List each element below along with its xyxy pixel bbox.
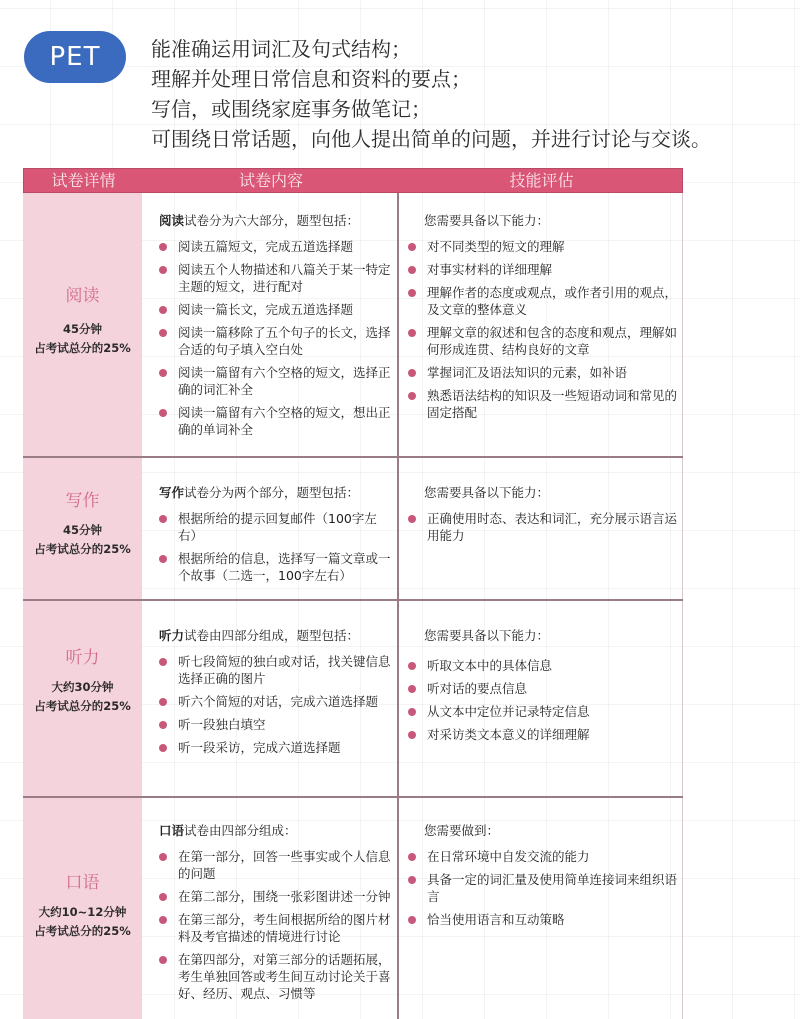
list-item: 对不同类型的短文的理解 (408, 238, 678, 255)
list-item: 阅读一篇移除了五个句子的长文，选择合适的句子填入空白处 (159, 324, 395, 358)
list-item: 在第一部分，回答一些事实或个人信息的问题 (159, 848, 395, 882)
bullet-icon (408, 369, 416, 377)
list-item: 阅读一篇长文，完成五道选择题 (159, 301, 395, 318)
list-item: 阅读五个人物描述和八篇关于某一特定主题的短文，进行配对 (159, 261, 395, 295)
bullet-icon (408, 392, 416, 400)
skill-lead: 您需要具备以下能力： (424, 213, 550, 228)
list-item: 阅读五篇短文，完成五道选择题 (159, 238, 395, 255)
list-item: 听取文本中的具体信息 (408, 657, 678, 674)
intro-line: 可围绕日常话题，向他人提出简单的问题，并进行讨论与交谈。 (151, 127, 711, 151)
list-item: 对采访类文本意义的详细理解 (408, 726, 678, 743)
category-duration: 大约10~12分钟 (38, 905, 127, 919)
bullet-icon (408, 685, 416, 693)
bullet-icon (159, 721, 167, 729)
exam-table (23, 168, 684, 1019)
table-header (23, 168, 683, 193)
bullet-icon (159, 956, 167, 964)
content-cell (159, 627, 395, 762)
list-item: 在日常环境中自发交流的能力 (408, 848, 678, 865)
list-item: 根据所给的信息，选择写一篇文章或一个故事（二选一，100字左右） (159, 550, 395, 584)
category-cell (23, 486, 142, 559)
bullet-icon (159, 329, 167, 337)
header-exam-content: 试卷内容 (238, 171, 303, 190)
table-row-listening (23, 601, 683, 796)
bullet-icon (408, 266, 416, 274)
list-item: 掌握词汇及语法知识的元素，如补语 (408, 364, 678, 381)
list-item: 阅读一篇留有六个空格的短文，选择正确的词汇补全 (159, 364, 395, 398)
category-duration: 45分钟 (62, 322, 102, 336)
category-cell (23, 643, 142, 716)
bullet-icon (159, 893, 167, 901)
bullet-icon (408, 289, 416, 297)
content-lead: 写作试卷分为两个部分，题型包括： (159, 485, 360, 500)
category-cell (23, 281, 142, 358)
intro-line: 理解并处理日常信息和资料的要点； (151, 67, 471, 91)
list-item: 在第三部分，考生间根据所给的图片材料及考官描述的情境进行讨论 (159, 911, 395, 945)
bullet-icon (159, 555, 167, 563)
bullet-icon (159, 266, 167, 274)
bullet-icon (159, 853, 167, 861)
bullet-icon (159, 744, 167, 752)
category-duration: 大约30分钟 (51, 680, 114, 694)
skill-lead: 您需要具备以下能力： (424, 628, 550, 643)
list-item: 在第四部分，对第三部分的话题拓展，考生单独回答或考生间互动讨论关于喜好、经历、观点、习惯等 (159, 951, 395, 1002)
skill-cell (408, 822, 678, 934)
list-item: 理解文章的叙述和包含的态度和观点，理解如何形成连贯、结构良好的文章 (408, 324, 678, 358)
content-cell (159, 822, 395, 1008)
skill-cell (408, 484, 678, 550)
intro-line: 能准确运用词汇及句式结构； (151, 37, 411, 61)
list-item: 听一段采访，完成六道选择题 (159, 739, 395, 756)
skill-cell (408, 627, 678, 749)
list-item: 恰当使用语言和互动策略 (408, 911, 678, 928)
list-item: 听七段简短的独白或对话，找关键信息选择正确的图片 (159, 653, 395, 687)
intro-line: 写信，或围绕家庭事务做笔记； (151, 97, 431, 121)
bullet-icon (408, 515, 416, 523)
bullet-icon (159, 306, 167, 314)
skill-lead: 您需要具备以下能力： (424, 485, 550, 500)
list-item: 听六个简短的对话，完成六道选择题 (159, 693, 395, 710)
list-item: 对事实材料的详细理解 (408, 261, 678, 278)
bullet-icon (159, 698, 167, 706)
list-item: 熟悉语法结构的知识及一些短语动词和常见的固定搭配 (408, 387, 678, 421)
category-name: 听力 (65, 648, 100, 668)
pet-badge: PET (24, 31, 126, 83)
bullet-icon (408, 853, 416, 861)
list-item: 阅读一篇留有六个空格的短文，想出正确的单词补全 (159, 404, 395, 438)
list-item: 理解作者的态度或观点，或作者引用的观点，及文章的整体意义 (408, 284, 678, 318)
category-weight: 占考试总分的25% (34, 542, 131, 556)
content-lead: 听力试卷由四部分组成，题型包括： (159, 628, 360, 643)
table-row-reading (23, 193, 683, 456)
category-name: 口语 (65, 873, 100, 893)
skill-lead: 您需要做到： (424, 823, 500, 838)
header-exam-details: 试卷详情 (51, 171, 116, 190)
table-row-writing (23, 458, 683, 599)
bullet-icon (408, 876, 416, 884)
content-lead: 阅读试卷分为六大部分，题型包括： (159, 213, 360, 228)
category-name: 写作 (65, 491, 100, 511)
category-weight: 占考试总分的25% (34, 341, 131, 355)
intro-text (151, 34, 711, 154)
bullet-icon (159, 658, 167, 666)
list-item: 听对话的要点信息 (408, 680, 678, 697)
bullet-icon (408, 662, 416, 670)
list-item: 从文本中定位并记录特定信息 (408, 703, 678, 720)
skill-cell (408, 212, 678, 427)
category-weight: 占考试总分的25% (34, 924, 131, 938)
bullet-icon (408, 916, 416, 924)
bullet-icon (408, 329, 416, 337)
bullet-icon (408, 731, 416, 739)
content-lead: 口语试卷由四部分组成： (159, 823, 297, 838)
list-item: 具备一定的词汇量及使用简单连接词来组织语言 (408, 871, 678, 905)
bullet-icon (159, 515, 167, 523)
table-row-speaking (23, 798, 683, 1019)
list-item: 听一段独白填空 (159, 716, 395, 733)
bullet-icon (159, 409, 167, 417)
bullet-icon (408, 708, 416, 716)
bullet-icon (159, 243, 167, 251)
header-skill-assessment: 技能评估 (509, 171, 574, 190)
category-duration: 45分钟 (62, 523, 102, 537)
content-cell (159, 484, 395, 590)
bullet-icon (159, 916, 167, 924)
category-cell (23, 868, 142, 941)
category-name: 阅读 (65, 286, 100, 306)
list-item: 在第二部分，围绕一张彩图讲述一分钟 (159, 888, 395, 905)
bullet-icon (159, 369, 167, 377)
category-weight: 占考试总分的25% (34, 699, 131, 713)
list-item: 根据所给的提示回复邮件（100字左右） (159, 510, 395, 544)
list-item: 正确使用时态、表达和词汇，充分展示语言运用能力 (408, 510, 678, 544)
bullet-icon (408, 243, 416, 251)
content-cell (159, 212, 395, 444)
